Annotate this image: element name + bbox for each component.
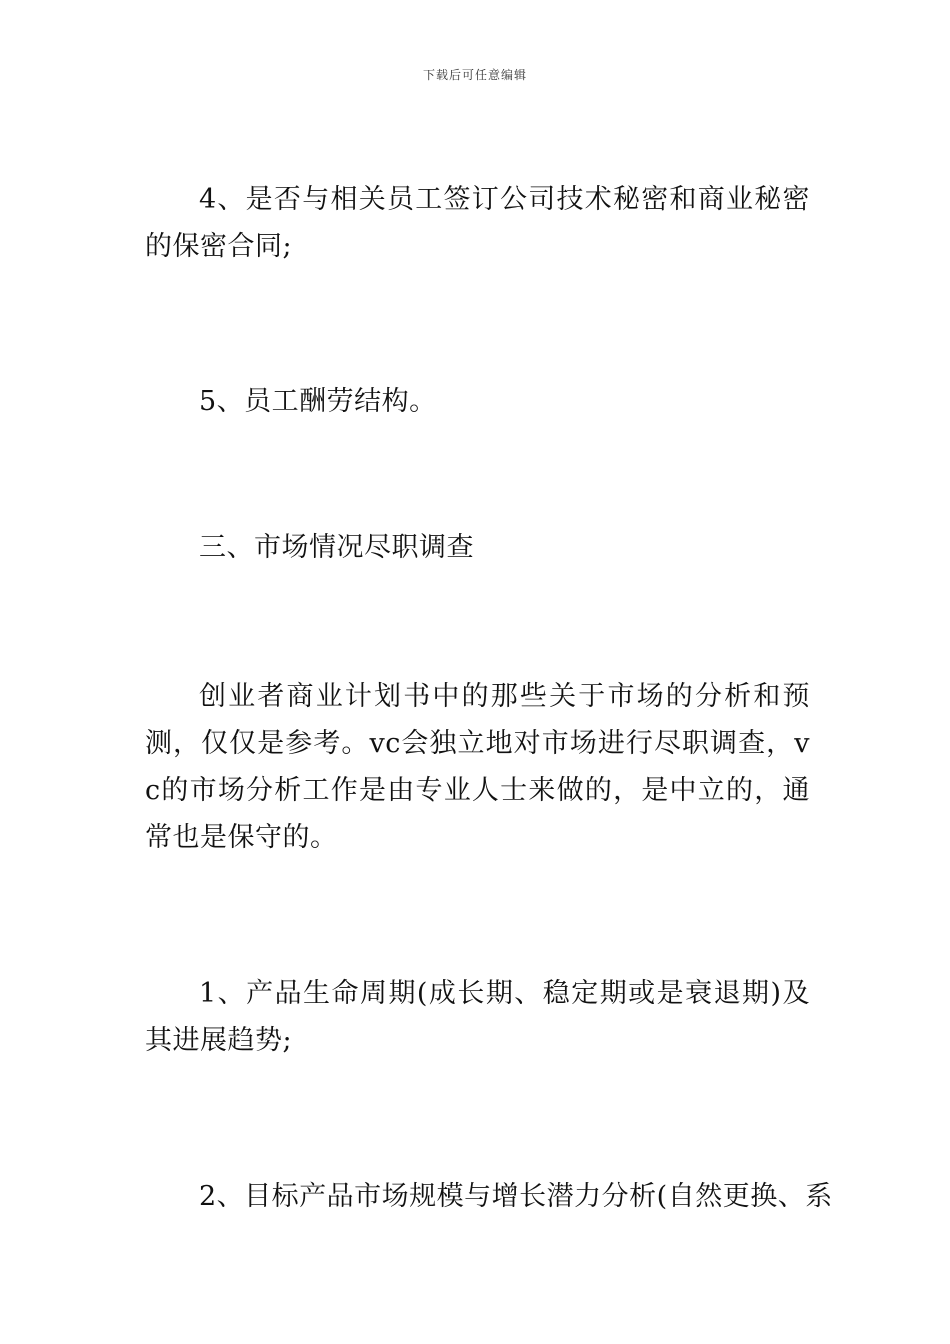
paragraph-product-lifecycle: 1、产品生命周期(成长期、稳定期或是衰退期)及其进展趋势; <box>145 978 810 1056</box>
section-heading-market-due-diligence: 三、市场情况尽职调查 <box>199 532 474 563</box>
paragraph-market-analysis: 创业者商业计划书中的那些关于市场的分析和预测，仅仅是参考。vc会独立地对市场进行尽职调查，vc的市场分析工作是由专业人士来做的，是中立的，通常也是保守的。 <box>145 681 810 853</box>
paragraph-confidentiality-contract: 4、是否与相关员工签订公司技术秘密和商业秘密的保密合同; <box>145 184 810 262</box>
paragraph-market-scale: 2、目标产品市场规模与增长潜力分析(自然更换、系 <box>199 1181 833 1212</box>
page-header: 下载后可任意编辑 <box>422 68 527 82</box>
paragraph-employee-compensation: 5、员工酬劳结构。 <box>199 386 437 417</box>
